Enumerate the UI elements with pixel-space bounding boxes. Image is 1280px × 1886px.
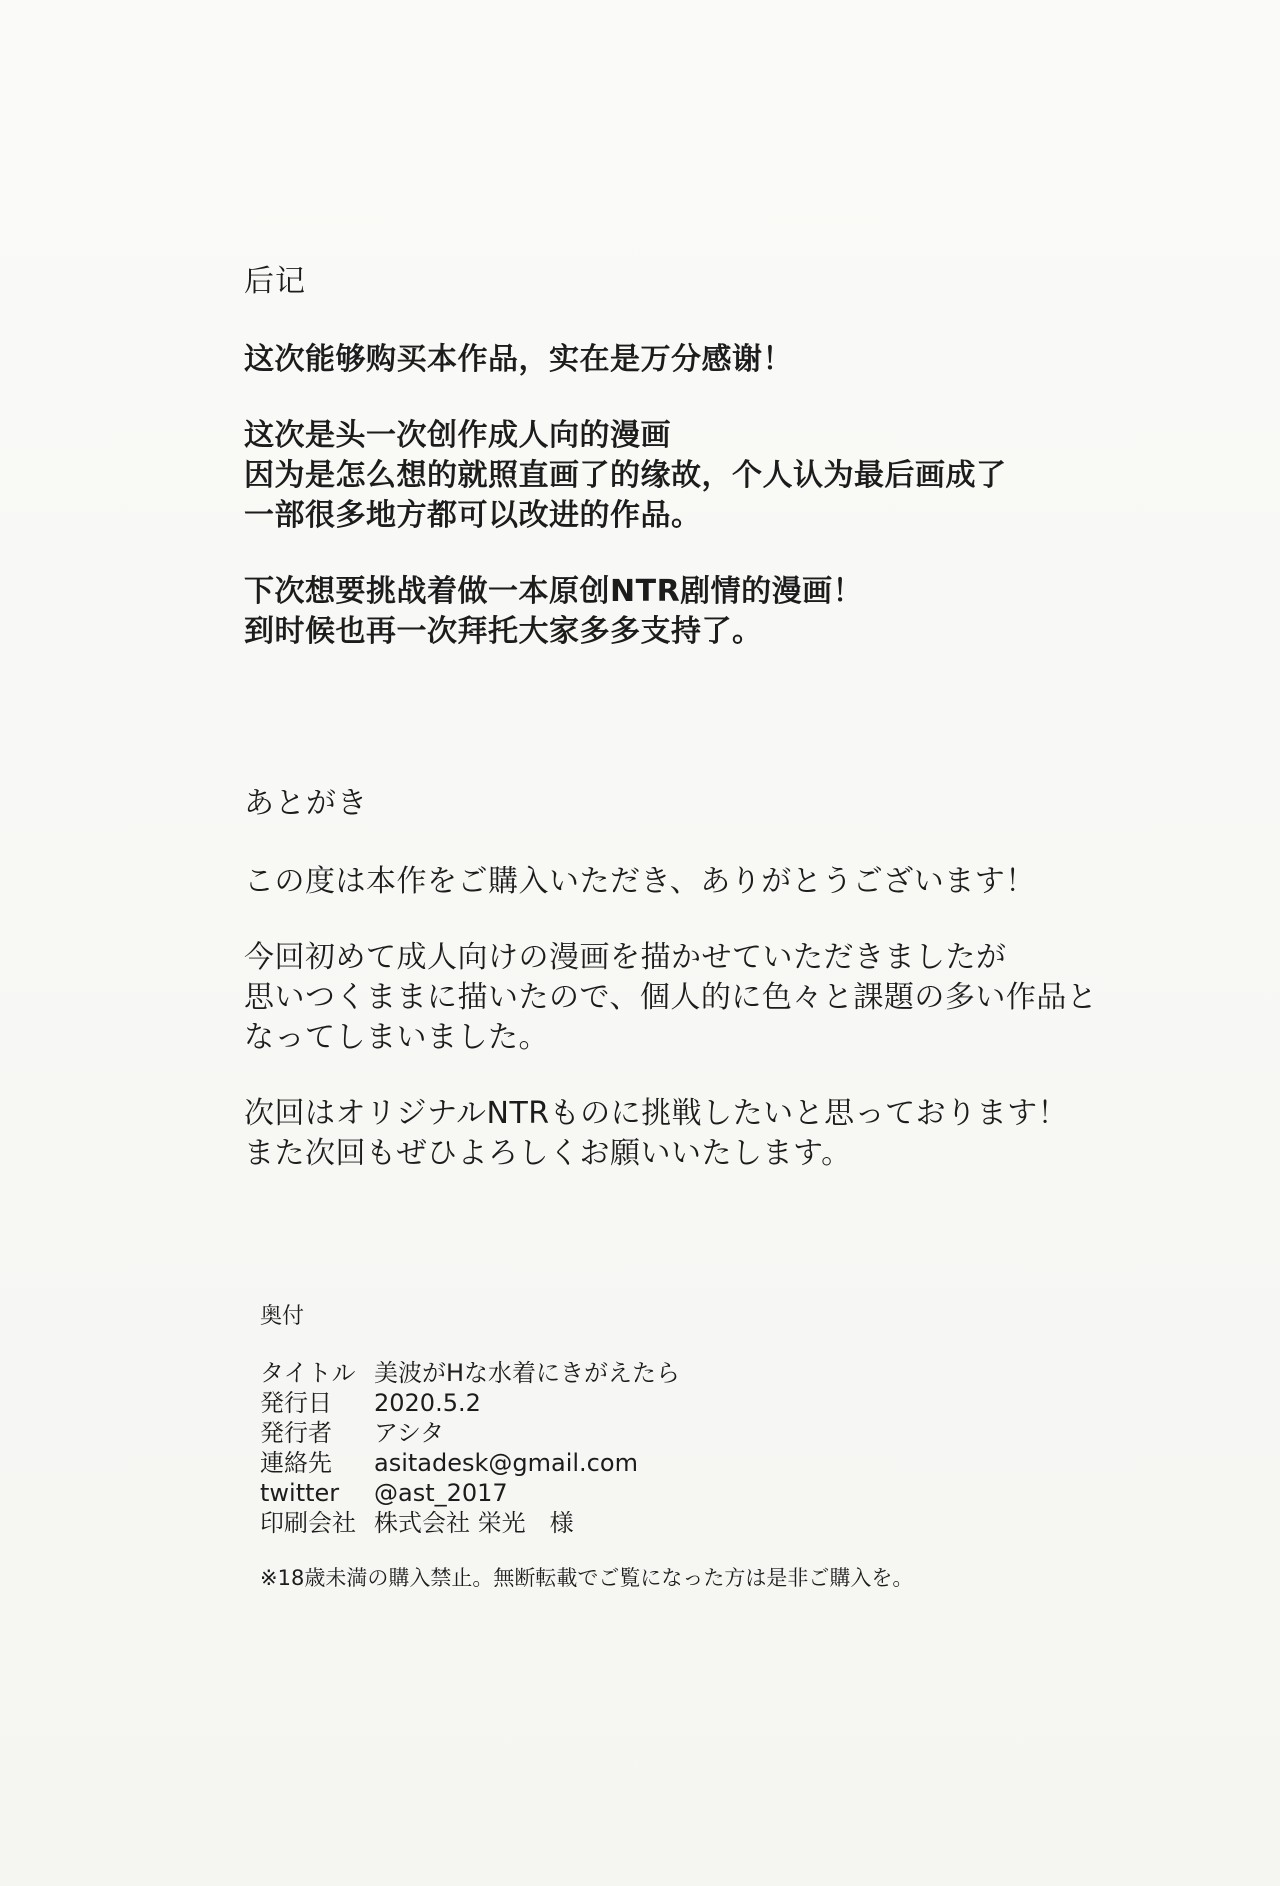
text-line: 一部很多地方都可以改进的作品。 <box>244 498 702 533</box>
text-line: 到时候也再一次拜托大家多多支持了。 <box>244 614 763 649</box>
colophon-table <box>260 1358 680 1538</box>
text-line: また次回もぜひよろしくお願いいたします。 <box>244 1136 852 1171</box>
colophon-row-twitter <box>260 1478 680 1508</box>
chinese-afterword <box>244 262 1144 688</box>
colophon-value: 美波がHな水着にきがえたら <box>374 1359 681 1387</box>
colophon-heading: 奥付 <box>260 1304 305 1329</box>
colophon-value: 株式会社 栄光 様 <box>374 1509 574 1537</box>
text-line: 这次是头一次创作成人向的漫画 <box>244 418 671 453</box>
colophon-row-date <box>260 1388 680 1418</box>
colophon-row-contact <box>260 1448 680 1478</box>
colophon-value: asitadesk@gmail.com <box>374 1449 638 1477</box>
chinese-paragraph-3 <box>244 572 1144 652</box>
colophon-row-publisher <box>260 1418 680 1448</box>
chinese-paragraph-1 <box>244 340 1144 380</box>
colophon <box>260 1302 1160 1592</box>
colophon-label: 印刷会社 <box>260 1509 356 1537</box>
colophon-value: アシタ <box>374 1419 445 1447</box>
text-line: 思いつくままに描いたので、個人的に色々と課題の多い作品と <box>244 980 1098 1015</box>
text-line: 次回はオリジナルNTRものに挑戦したいと思っております！ <box>244 1096 1069 1131</box>
colophon-row-title <box>260 1358 680 1388</box>
japanese-paragraph-3 <box>244 1094 1144 1174</box>
colophon-label: 発行者 <box>260 1419 332 1447</box>
japanese-paragraph-2 <box>244 938 1144 1058</box>
text-line: 下次想要挑战着做一本原创NTR剧情的漫画！ <box>244 574 864 609</box>
colophon-label: 連絡先 <box>260 1449 332 1477</box>
chinese-paragraph-2 <box>244 416 1144 536</box>
japanese-paragraph-1 <box>244 862 1144 902</box>
text-line: なってしまいました。 <box>244 1020 549 1055</box>
colophon-label: twitter <box>260 1479 340 1507</box>
colophon-label: 発行日 <box>260 1389 332 1417</box>
text-line: 今回初めて成人向けの漫画を描かせていただきましたが <box>244 940 1007 975</box>
colophon-value: 2020.5.2 <box>374 1389 481 1417</box>
colophon-row-printer <box>260 1508 680 1538</box>
text-line: 因为是怎么想的就照直画了的缘故，个人认为最后画成了 <box>244 458 1007 493</box>
text-line: この度は本作をご購入いただき、ありがとうございます！ <box>244 864 1036 899</box>
age-restriction-notice: ※18歳未満の購入禁止。無断転載でご覧になった方は是非ご購入を。 <box>260 1566 914 1590</box>
chinese-afterword-heading: 后记 <box>244 264 306 299</box>
colophon-label: タイトル <box>260 1359 356 1387</box>
japanese-afterword-heading: あとがき <box>244 786 368 821</box>
text-line: 这次能够购买本作品，实在是万分感谢！ <box>244 342 793 377</box>
colophon-value: @ast_2017 <box>374 1479 508 1507</box>
japanese-afterword <box>244 784 1144 1210</box>
